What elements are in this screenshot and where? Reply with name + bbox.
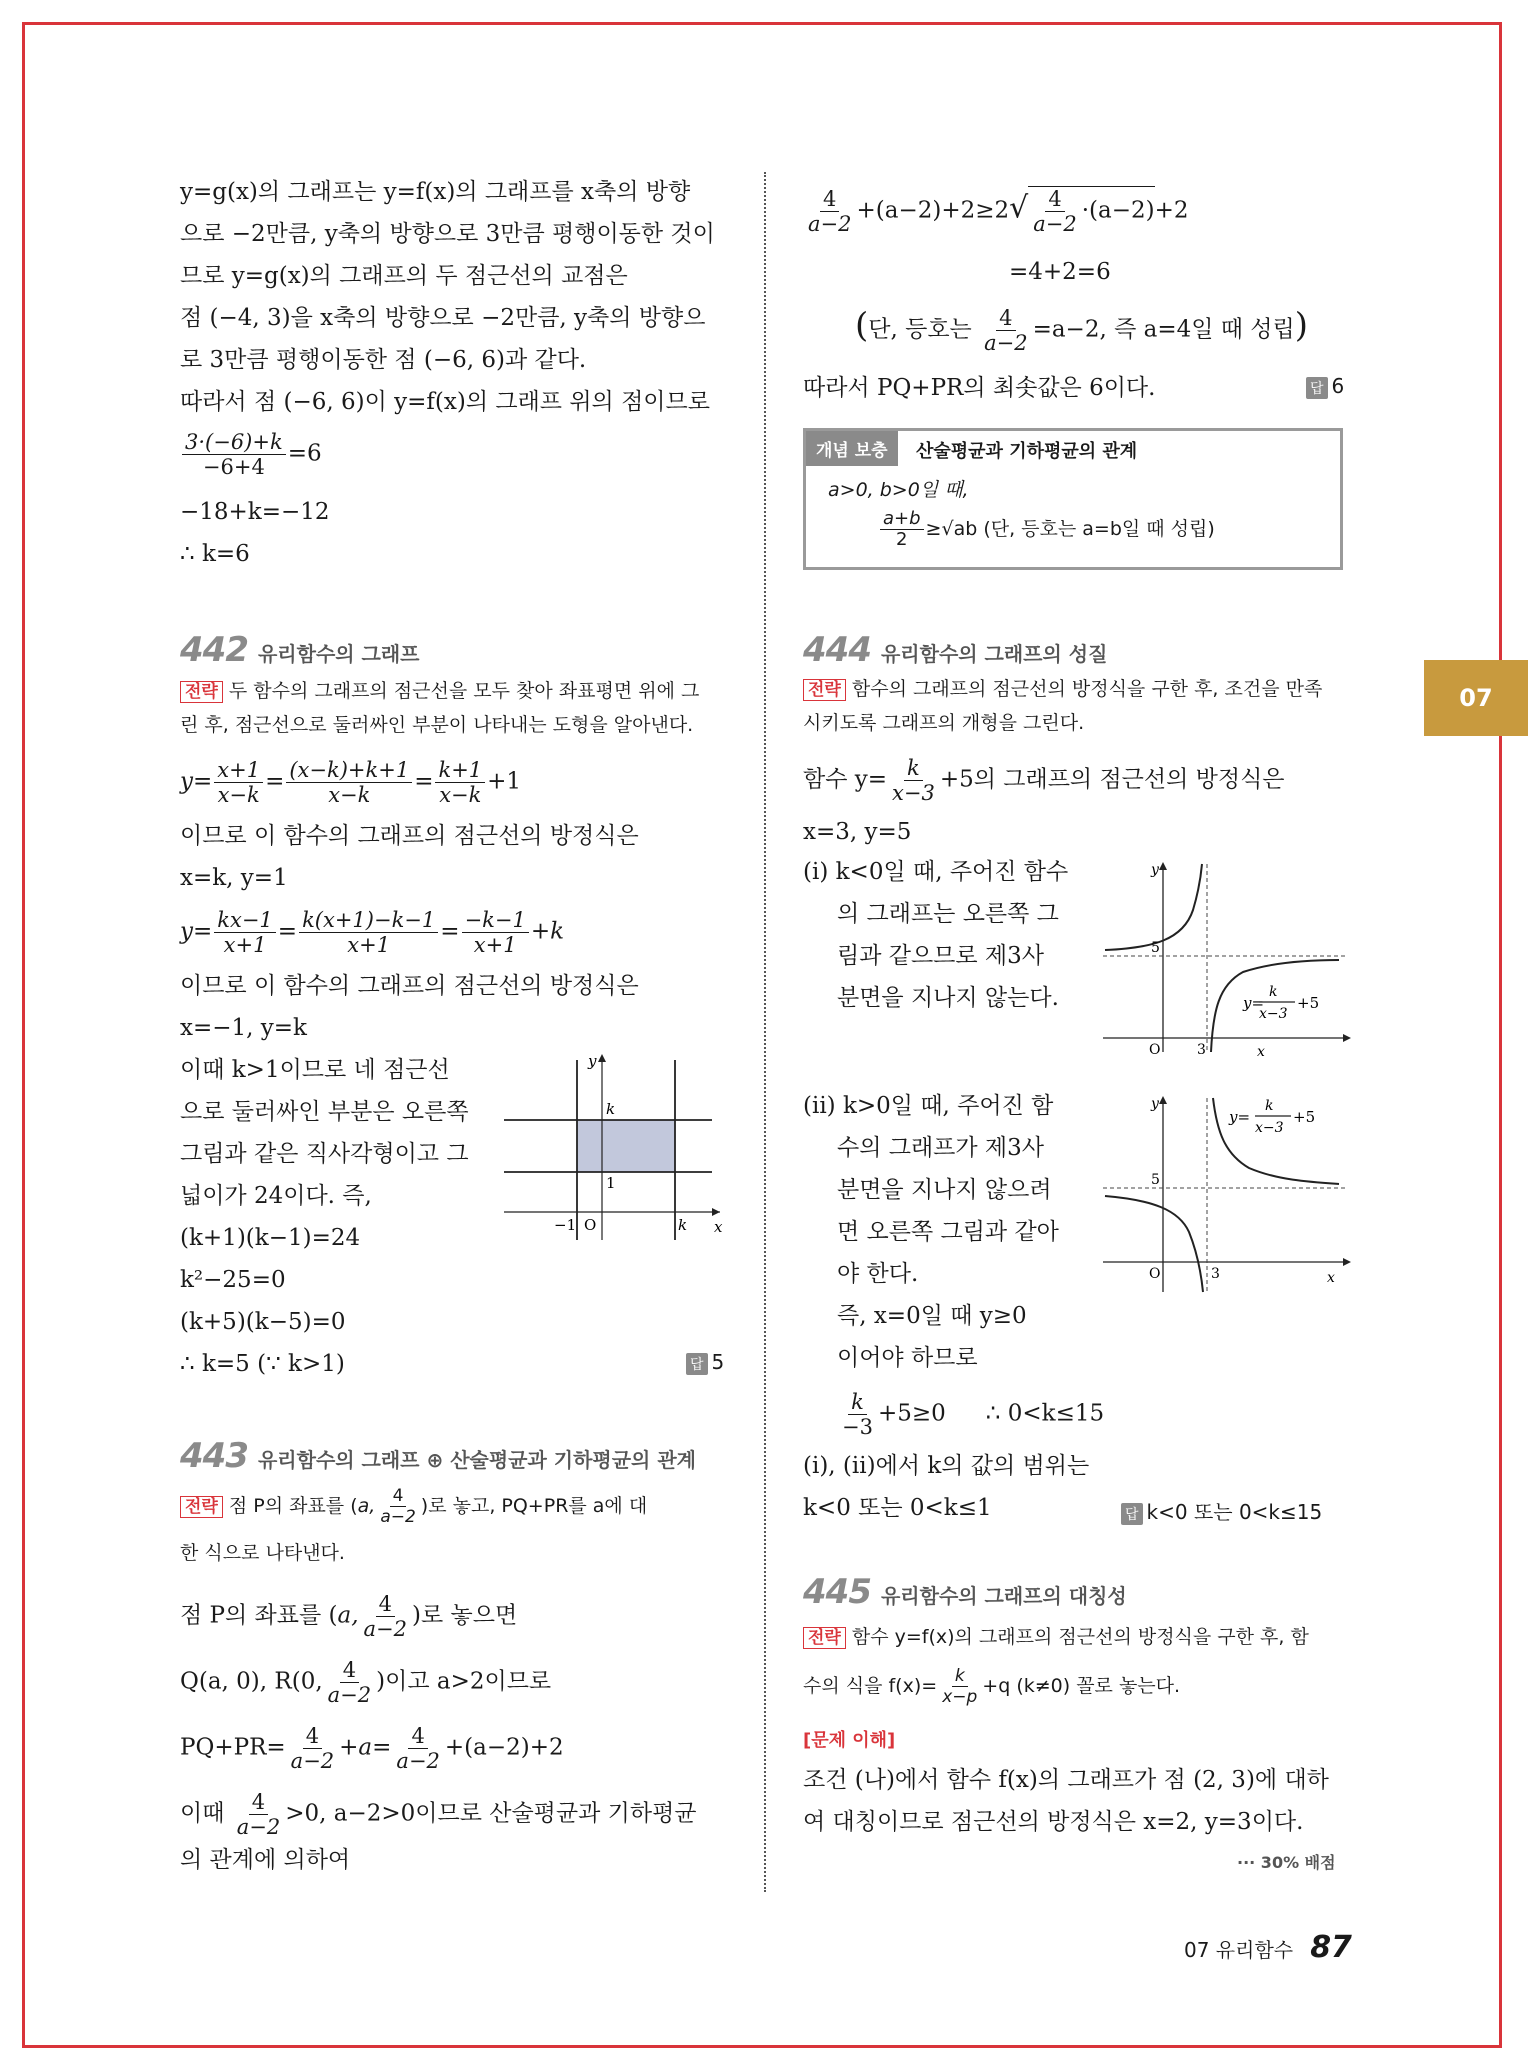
label-origin: O <box>584 1216 597 1234</box>
strategy-text: 수의 식을 f(x)= <box>803 1675 938 1697</box>
strategy-tag: 전략 <box>180 681 223 703</box>
text: PQ+PR= <box>180 1734 286 1761</box>
text: 점 P의 좌표를 <box>180 1602 322 1629</box>
frac-den: −3 <box>842 1415 873 1439</box>
frac-den: a−2 <box>236 1815 281 1839</box>
label-one: 1 <box>606 1174 616 1192</box>
text-442-3: 이므로 이 함수의 그래프의 점근선의 방정식은 <box>180 973 639 999</box>
label-k-top: k <box>606 1100 616 1118</box>
strategy-445-line-2 <box>803 1666 1180 1707</box>
text-2: >0, a−2>0이므로 산술평균과 기하평균 <box>285 1800 697 1827</box>
case2-line-6: 즉, x=0일 때 y≥0 <box>837 1303 1027 1329</box>
eq-den: x+1 <box>473 933 517 957</box>
x-axis-arrow <box>712 1208 720 1216</box>
frac1-denominator: −6+4 <box>202 455 265 479</box>
frac-num: 4 <box>249 1790 268 1815</box>
frac-num: 4 <box>820 187 839 212</box>
label-five: 5 <box>1151 940 1160 956</box>
footer-chapter: 07 유리함수 <box>1184 1938 1294 1962</box>
y-axis-label: y <box>588 1052 597 1070</box>
label-three: 3 <box>1197 1042 1206 1056</box>
frac-num: k <box>904 756 923 781</box>
frac-den: a−2 <box>984 331 1028 355</box>
text-442-4: x=−1, y=k <box>180 1015 307 1041</box>
case1-line-2: 의 그래프는 오른쪽 그 <box>837 901 1059 927</box>
frac-num: 4 <box>408 1724 427 1749</box>
text-443-5: 의 관계에 의하여 <box>180 1847 351 1873</box>
sqrt-body <box>1028 186 1154 236</box>
formula-num: k <box>1265 1098 1274 1114</box>
formula-prefix: y= <box>1243 994 1265 1012</box>
graph-444-case1 <box>1093 860 1363 1056</box>
formula-den: x−3 <box>1255 1120 1284 1136</box>
frac1-numerator: 3·(−6)+k <box>182 430 286 455</box>
frac-den: 2 <box>896 529 908 550</box>
text-2: ∴ 0<k≤15 <box>985 1400 1105 1427</box>
label-five: 5 <box>1151 1172 1160 1188</box>
frac-num: k <box>952 1666 968 1687</box>
eq-den: x+1 <box>223 933 267 957</box>
graph-444-case2 <box>1093 1092 1363 1296</box>
eq-num: k+1 <box>435 758 485 783</box>
case2-line-3: 분면을 지나지 않으려 <box>837 1177 1052 1203</box>
strategy-443-line-1: 전략 점 P의 좌표를 (a, $\frac{4}{a-2}$ )로 놓고, PQ+PR를 a에 대 <box>180 1486 647 1527</box>
strategy-frac-num: 4 <box>390 1486 407 1507</box>
frac-den: a−2 <box>290 1749 335 1773</box>
y-axis-arrow <box>1159 1096 1167 1104</box>
text-2: 이고 a>2이므로 <box>385 1668 552 1695</box>
equation-442-1: y= $\frac{x+1}{x-k}$ = $\frac{(x-k)+k+1}{x-k}$ = $\frac{k+1}{x-k}$ +1 <box>180 758 522 807</box>
y-axis-label: y <box>1151 1096 1159 1112</box>
intro-line-1: y=g(x)의 그래프는 y=f(x)의 그래프를 x축의 방향 <box>180 179 691 205</box>
text-445-1: 조건 (나)에서 함수 f(x)의 그래프가 점 (2, 3)에 대하 <box>803 1767 1329 1793</box>
section-number: 445 <box>803 1572 871 1612</box>
intro-line-2: 으로 −2만큼, y축의 방향으로 3만큼 평행이동한 것이 <box>180 221 715 247</box>
formula-prefix: y= <box>1229 1108 1251 1126</box>
case1-line-3: 림과 같으므로 제3사 <box>837 943 1044 969</box>
range-line-1: (i), (ii)에서 k의 값의 범위는 <box>803 1453 1090 1479</box>
case2-line-1: (ii) k>0일 때, 주어진 함 <box>803 1093 1054 1119</box>
frac-num: 4 <box>996 306 1015 331</box>
page-footer <box>1184 1930 1352 1965</box>
strategy-444-line-2: 시키도록 그래프의 개형을 그린다. <box>803 712 1085 734</box>
strategy-text: 두 함수의 그래프의 점근선을 모두 찾아 좌표평면 위에 그 <box>228 680 700 702</box>
text: +5≥0 <box>877 1400 946 1427</box>
section-number: 443 <box>180 1436 248 1476</box>
intro-line-6: 따라서 점 (−6, 6)이 y=f(x)의 그래프 위의 점이므로 <box>180 389 710 415</box>
text: 단, 등호는 <box>868 316 972 343</box>
formula-den: x−3 <box>1259 1006 1288 1022</box>
eq-num: −k−1 <box>462 908 529 933</box>
calc-442-1: (k+1)(k−1)=24 <box>180 1225 361 1251</box>
eq-den: x+1 <box>347 933 391 957</box>
column-divider <box>764 172 766 1892</box>
frac-den: a−2 <box>1033 212 1077 236</box>
frac-den: x−3 <box>892 781 935 805</box>
frac-num: a+b <box>880 509 924 530</box>
answer-icon: 답 <box>1121 1503 1143 1525</box>
concept-tag: 개념 보충 <box>806 431 898 466</box>
label-origin: O <box>1149 1042 1161 1056</box>
point: a, <box>337 1602 359 1629</box>
graph-442 <box>502 1052 728 1244</box>
label-origin: O <box>1149 1266 1161 1282</box>
eq-lhs: y= <box>180 768 213 795</box>
text: 함수 y= <box>803 766 888 793</box>
frac-den: x−p <box>942 1687 978 1707</box>
frac-num: 4 <box>1045 187 1064 212</box>
text-445-2: 여 대칭이므로 점근선의 방정식은 x=2, y=3이다. <box>803 1809 1304 1835</box>
calc-line-1: −18+k=−12 <box>180 499 330 525</box>
strategy-text-2: +q (k≠0) 꼴로 놓는다. <box>982 1675 1181 1697</box>
equality-condition <box>855 306 1308 355</box>
eq-tail: +k <box>530 918 565 945</box>
calc-line-2: ∴ k=6 <box>180 541 250 567</box>
eq-den: x−k <box>217 783 260 807</box>
strategy-tag: 전략 <box>803 679 846 701</box>
intro-line-3: 므로 y=g(x)의 그래프의 두 점근선의 교점은 <box>180 263 628 289</box>
frac-num: 4 <box>340 1658 359 1683</box>
answer-value: k<0 또는 0<k≤15 <box>1146 1500 1323 1524</box>
calc-442-3: (k+5)(k−5)=0 <box>180 1309 346 1335</box>
answer-444 <box>1121 1496 1322 1525</box>
am-gm-inequality <box>803 186 1189 236</box>
label-three: 3 <box>1211 1266 1220 1282</box>
equation-442-2: y= $\frac{kx-1}{x+1}$ = $\frac{k(x+1)-k-1}{x+1}$ = $\frac{-k-1}{x+1}$ +k <box>180 908 565 957</box>
shaded-rectangle <box>577 1120 675 1172</box>
page-number: 87 <box>1310 1930 1352 1965</box>
case2-line-4: 면 오른쪽 그림과 같아 <box>837 1219 1059 1245</box>
formula-suffix: +5 <box>1293 1108 1316 1126</box>
section-title: 유리함수의 그래프 ⊕ 산술평균과 기하평균의 관계 <box>257 1448 696 1472</box>
section-title: 유리함수의 그래프의 대칭성 <box>880 1584 1127 1608</box>
strategy-443-line-2: 한 식으로 나타낸다. <box>180 1542 345 1564</box>
case2-line-5: 야 한다. <box>837 1261 919 1287</box>
ineq-end: +2 <box>1154 197 1189 224</box>
text-443-3 <box>180 1724 564 1773</box>
x-axis-label: x <box>1257 1044 1265 1056</box>
paren-open: ( <box>855 305 869 346</box>
chapter-tab: 07 <box>1424 660 1528 736</box>
score-note: ··· 30% 배점 <box>1237 1853 1336 1872</box>
strategy-444-line-1 <box>803 676 1322 703</box>
strategy-442-line-2: 린 후, 점근선으로 둘러싸인 부분이 나타내는 도형을 알아낸다. <box>180 714 694 736</box>
eq-tail: +1 <box>487 768 522 795</box>
text: Q(a, 0), R <box>180 1668 292 1695</box>
text-2: +5의 그래프의 점근선의 방정식은 <box>939 766 1285 793</box>
eq-num: k(x+1)−k−1 <box>299 908 438 933</box>
strategy-text: 함수의 그래프의 점근선의 방정식을 구한 후, 조건을 만족 <box>851 678 1323 700</box>
text-442-5a: 이때 k>1이므로 네 점근선 <box>180 1057 450 1083</box>
calc-442-2: k²−25=0 <box>180 1267 286 1293</box>
point: 0, <box>300 1668 323 1695</box>
sqrt-tail: ·(a−2) <box>1081 197 1155 224</box>
y-axis-arrow <box>1159 862 1167 870</box>
paren-close: ) <box>1294 305 1308 346</box>
text-443-1: 점 P의 좌표를 (a, $\frac{4}{a-2}$ )로 놓으면 <box>180 1592 518 1641</box>
frac-den: a−2 <box>327 1683 372 1707</box>
eq-num: (x−k)+k+1 <box>286 758 412 783</box>
concept-line-1: a>0, b>0일 때, <box>828 479 969 501</box>
section-443-header <box>180 1436 696 1476</box>
text-444-2: x=3, y=5 <box>803 819 912 845</box>
case2-line-2: 수의 그래프가 제3사 <box>837 1135 1044 1161</box>
answer-value: 5 <box>711 1350 725 1374</box>
strategy-tag: 전략 <box>803 1627 846 1649</box>
formula-num: k <box>1269 984 1278 1000</box>
answer-443 <box>1306 374 1344 399</box>
case1-line-4: 분면을 지나지 않는다. <box>837 985 1059 1011</box>
frac1-rhs: =6 <box>287 440 322 467</box>
eq-den: x−k <box>439 783 482 807</box>
text-442-5d: 넓이가 24이다. 즉, <box>180 1183 372 1209</box>
sqrt-sign: √ <box>1009 190 1029 226</box>
problem-understanding-title: [문제 이해] <box>803 1730 896 1751</box>
strategy-point: a, <box>357 1495 376 1517</box>
strategy-445-line-1 <box>803 1624 1309 1651</box>
equation-fraction-1 <box>180 430 322 479</box>
frac-num: 4 <box>303 1724 322 1749</box>
intro-line-5: 로 3만큼 평행이동한 점 (−6, 6)과 같다. <box>180 347 587 373</box>
frac-den: a−2 <box>396 1749 440 1773</box>
answer-icon: 답 <box>686 1353 708 1375</box>
case1-line-1: (i) k<0일 때, 주어진 함수 <box>803 859 1069 885</box>
case2-line-7: 이어야 하므로 <box>837 1345 978 1371</box>
strategy-442-line-1 <box>180 678 699 705</box>
y-axis-arrow <box>598 1054 606 1062</box>
frac-den: a−2 <box>808 212 852 236</box>
frac-den: a−2 <box>363 1617 408 1641</box>
case2-inequality <box>837 1390 1104 1439</box>
intro-line-4: 점 (−4, 3)을 x축의 방향으로 −2만큼, y축의 방향으 <box>180 305 706 331</box>
section-444-header <box>803 630 1107 670</box>
strategy-text-2: 로 놓고, PQ+PR를 a에 대 <box>428 1495 648 1517</box>
x-axis-label: x <box>714 1218 723 1236</box>
x-axis-arrow <box>1343 1034 1351 1042</box>
frac-num: 4 <box>376 1592 395 1617</box>
strategy-text: 점 P의 좌표를 <box>228 1495 345 1517</box>
formula-suffix: +5 <box>1297 994 1320 1012</box>
range-line-2: k<0 또는 0<k≤1 <box>803 1495 992 1521</box>
text: 이때 <box>180 1800 225 1827</box>
text-442-5b: 으로 둘러싸인 부분은 오른쪽 <box>180 1099 469 1125</box>
text-442-1: 이므로 이 함수의 그래프의 점근선의 방정식은 <box>180 823 639 849</box>
label-neg1: −1 <box>554 1216 577 1234</box>
strategy-text: 함수 y=f(x)의 그래프의 점근선의 방정식을 구한 후, 함 <box>851 1626 1309 1648</box>
x-axis-label: x <box>1327 1270 1335 1286</box>
eq-result: =4+2=6 <box>1009 259 1111 285</box>
concept-title: 산술평균과 기하평균의 관계 <box>916 441 1138 462</box>
frac-num: k <box>848 1390 867 1415</box>
text-442-5c: 그림과 같은 직사각형이고 그 <box>180 1141 469 1167</box>
conclusion-443: 따라서 PQ+PR의 최솟값은 6이다. <box>803 375 1156 401</box>
section-number: 442 <box>180 630 248 670</box>
concept-line-2 <box>878 509 1215 550</box>
text-3: +(a−2)+2 <box>444 1734 564 1761</box>
text-2: =a−2, 즉 a=4일 때 성립 <box>1032 316 1295 343</box>
text-444-1 <box>803 756 1285 805</box>
answer-icon: 답 <box>1306 377 1328 399</box>
answer-442 <box>686 1350 724 1375</box>
eq-num: x+1 <box>214 758 263 783</box>
text-443-4 <box>180 1790 697 1839</box>
calc-442-4: ∴ k=5 (∵ k>1) <box>180 1351 345 1377</box>
section-title: 유리함수의 그래프 <box>257 642 420 666</box>
answer-value: 6 <box>1331 374 1345 398</box>
eq-num: kx−1 <box>214 908 276 933</box>
strategy-frac-den: a−2 <box>380 1507 416 1527</box>
label-k-right: k <box>678 1216 688 1234</box>
section-title: 유리함수의 그래프의 성질 <box>880 642 1108 666</box>
section-number: 444 <box>803 630 871 670</box>
eq-den: x−k <box>328 783 371 807</box>
y-axis-label: y <box>1151 862 1159 878</box>
text-2: +a= <box>339 1734 392 1761</box>
strategy-tag: 전략 <box>180 1496 223 1518</box>
concept-text: ≥√ab (단, 등호는 a=b일 때 성립) <box>925 518 1215 540</box>
section-442-header <box>180 630 420 670</box>
text-442-2: x=k, y=1 <box>180 865 288 891</box>
x-axis-arrow <box>1343 1258 1351 1266</box>
ineq-mid: +(a−2)+2≥2 <box>856 197 1010 224</box>
concept-box <box>803 428 1343 570</box>
text-443-2: Q(a, 0), R(0, $\frac{4}{a-2}$ )이고 a>2이므로 <box>180 1658 552 1707</box>
section-445-header <box>803 1572 1127 1612</box>
text-2: 로 놓으면 <box>421 1602 518 1629</box>
eq-lhs: y= <box>180 918 213 945</box>
